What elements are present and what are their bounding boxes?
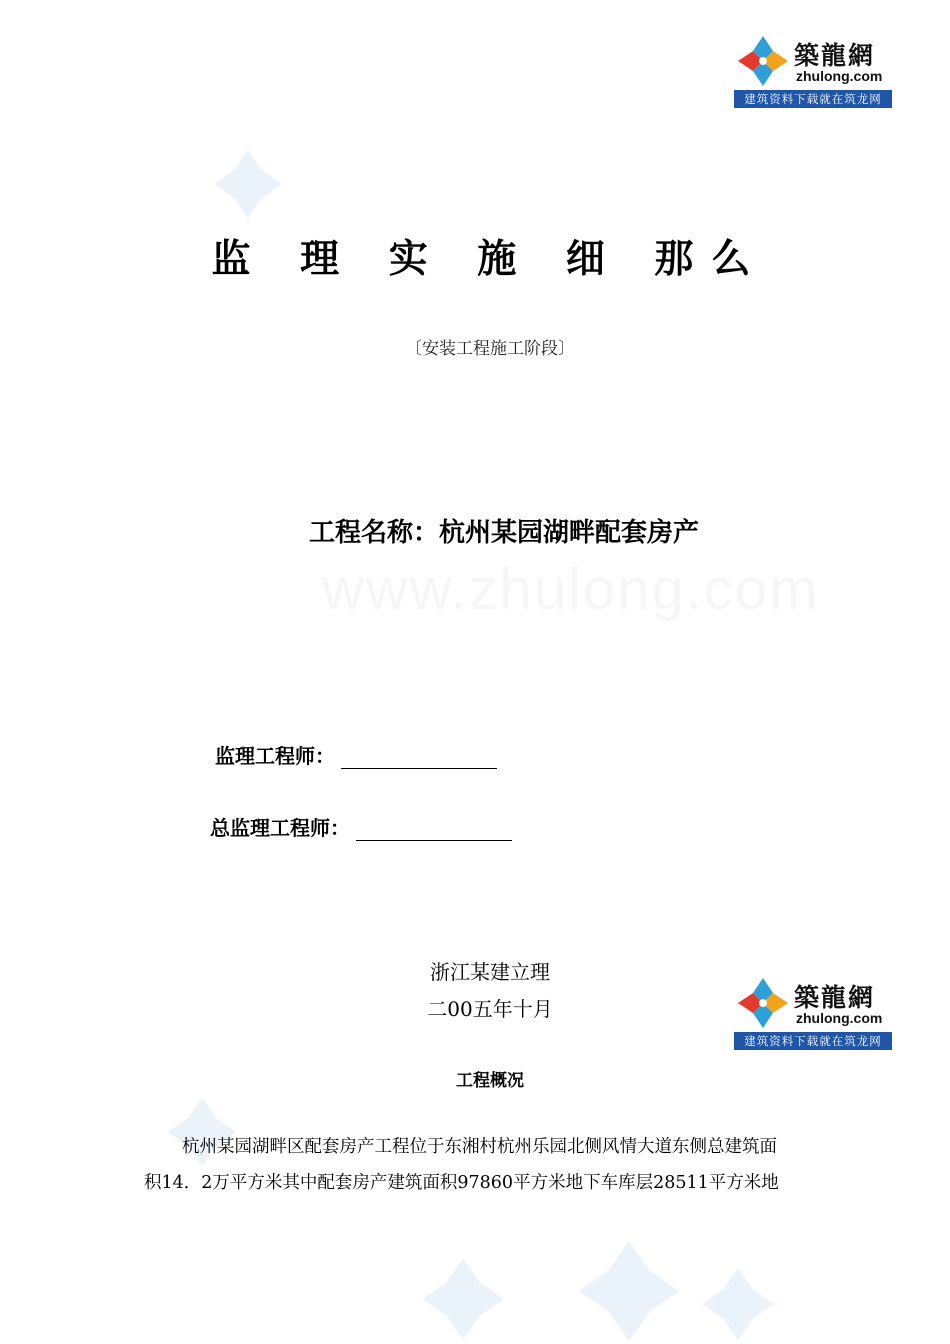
chief-supervisor-signature-line bbox=[356, 816, 512, 841]
project-name: 工程名称：杭州某园湖畔配套房产 bbox=[308, 518, 699, 548]
zhulong-emblem-icon bbox=[736, 976, 790, 1030]
logo-domain: zhulong.com bbox=[796, 1010, 883, 1026]
logo-domain: zhulong.com bbox=[796, 68, 883, 84]
paragraph-line: 积14．2万平方米其中配套房产建筑面积97860平方米地下车库层28511平方米地 bbox=[144, 1173, 779, 1193]
watermark-snowflake-icon bbox=[576, 1238, 682, 1344]
company-name: 浙江某建立理 bbox=[430, 960, 550, 984]
section-heading: 工程概况 bbox=[456, 1071, 524, 1091]
chief-supervisor-label: 总监理工程师： bbox=[210, 816, 350, 840]
chief-supervisor-signature-row bbox=[210, 812, 512, 841]
paragraph-line: 杭州某园湖畔区配套房产工程位于东湘村杭州乐园北侧风情大道东侧总建筑面 bbox=[182, 1137, 777, 1157]
document-title: 监 理 实 施 细 那么 bbox=[211, 237, 769, 282]
supervisor-signature-line bbox=[341, 744, 497, 769]
logo-slogan: 建筑资料下载就在筑龙网 bbox=[734, 1032, 892, 1050]
supervisor-label: 监理工程师： bbox=[215, 744, 335, 768]
zhulong-logo-top bbox=[734, 30, 892, 110]
logo-slogan: 建筑资料下载就在筑龙网 bbox=[734, 90, 892, 108]
watermark-snowflake-icon bbox=[212, 148, 284, 220]
watermark-text: www.zhulong.com bbox=[322, 557, 820, 622]
watermark-snowflake-icon bbox=[700, 1266, 776, 1342]
watermark-snowflake-icon bbox=[420, 1256, 506, 1342]
supervisor-signature-row bbox=[215, 740, 497, 769]
zhulong-logo-bottom bbox=[734, 972, 892, 1052]
document-subtitle: 〔安装工程施工阶段〕 bbox=[405, 339, 575, 359]
overview-paragraph bbox=[144, 1129, 844, 1201]
zhulong-emblem-icon bbox=[736, 34, 790, 88]
logo-brand-name: 築龍網 bbox=[794, 41, 876, 70]
document-date: 二00五年十月 bbox=[427, 997, 553, 1021]
logo-brand-name: 築龍網 bbox=[794, 983, 876, 1012]
